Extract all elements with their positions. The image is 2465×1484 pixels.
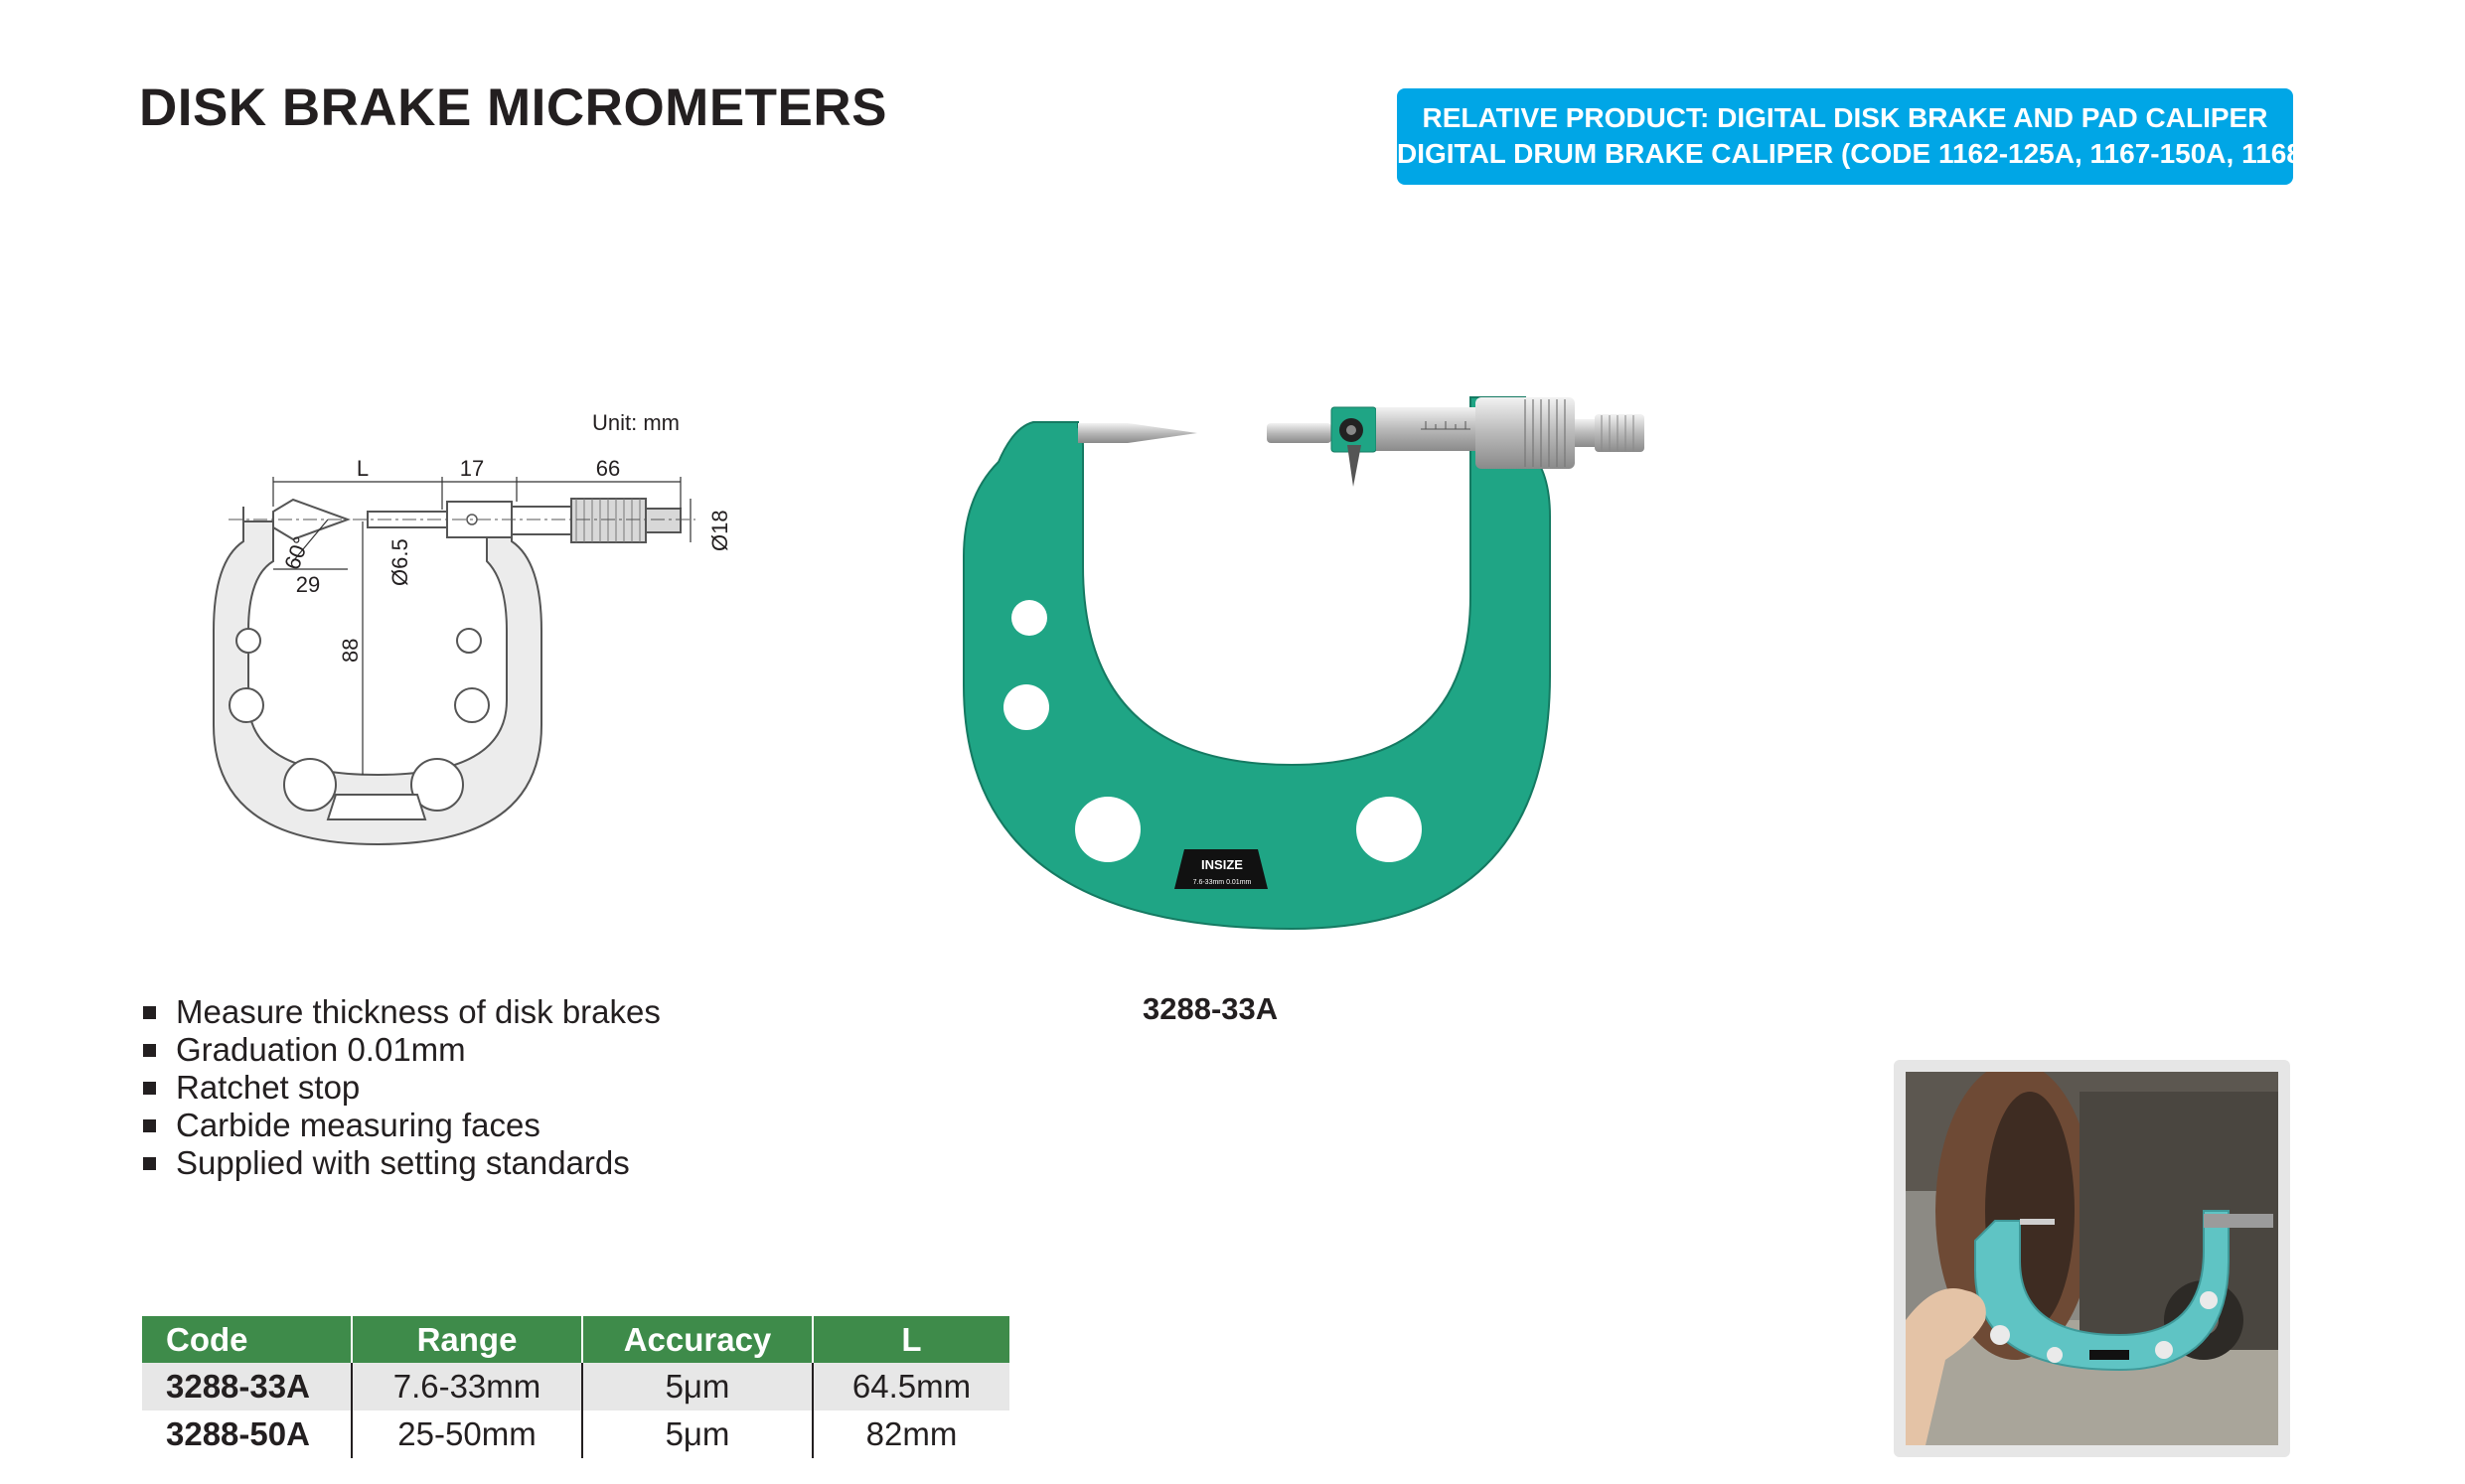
frame-hole: [457, 629, 481, 653]
product-code-caption: 3288-33A: [1143, 991, 1279, 1026]
header-range: Range: [352, 1316, 582, 1363]
header-code: Code: [142, 1316, 352, 1363]
feature-text: Ratchet stop: [176, 1069, 361, 1106]
usage-photo-image: [1906, 1072, 2278, 1445]
spindle: [1267, 423, 1331, 443]
frame-hole: [1375, 687, 1421, 733]
cell-l: 82mm: [813, 1410, 1009, 1458]
technical-drawing: [199, 402, 755, 869]
nameplate-outline: [328, 795, 425, 819]
page-title: DISK BRAKE MICROMETERS: [139, 78, 888, 137]
cell-accuracy: 5μm: [582, 1363, 813, 1410]
anvil: [1078, 423, 1128, 443]
dim-l-label: L: [356, 456, 370, 481]
product-illustration: [954, 387, 1769, 944]
relative-product-line-2: DIGITAL DRUM BRAKE CALIPER (CODE 1162-125A, 1167-150A, 1168-300A): [1397, 138, 2388, 169]
cell-range: 7.6-33mm: [352, 1363, 582, 1410]
relative-product-line-1: RELATIVE PRODUCT: DIGITAL DISK BRAKE AND PAD CALIPER: [1422, 102, 2268, 133]
bullet-icon: [143, 1044, 156, 1057]
barrel: [512, 507, 571, 534]
frame-hole: [455, 688, 489, 722]
feature-item: [139, 993, 661, 1031]
cell-range: 25-50mm: [352, 1410, 582, 1458]
header-accuracy: Accuracy: [582, 1316, 813, 1363]
frame-hole: [1376, 595, 1412, 631]
header-l: L: [813, 1316, 1009, 1363]
lock-lever: [1347, 445, 1361, 487]
feature-list: [139, 993, 661, 1182]
bullet-icon: [143, 1082, 156, 1095]
bullet-icon: [143, 1157, 156, 1170]
plate-range-text: 7.6-33mm 0.01mm: [1192, 879, 1252, 886]
feature-text: Supplied with setting standards: [176, 1144, 630, 1181]
ratchet: [646, 509, 681, 532]
frame-hole: [236, 629, 260, 653]
feature-item: [139, 1031, 661, 1069]
dim-17-label: 17: [459, 456, 485, 481]
dim-66-label: 66: [595, 456, 621, 481]
feature-text: Measure thickness of disk brakes: [176, 993, 661, 1030]
table-row: [142, 1410, 1009, 1458]
spec-table: [142, 1316, 1009, 1458]
anvil-tip: [1128, 423, 1197, 443]
unit-label: Unit: mm: [592, 410, 680, 435]
cell-code: 3288-33A: [142, 1363, 352, 1410]
brand-logo: INSIZE: [1201, 857, 1243, 872]
frame-hole: [230, 688, 263, 722]
cell-accuracy: 5μm: [582, 1410, 813, 1458]
table-row: [142, 1363, 1009, 1410]
cell-code: 3288-50A: [142, 1410, 352, 1458]
frame-hole: [1075, 797, 1141, 862]
cell-l: 64.5mm: [813, 1363, 1009, 1410]
dim-88-label: 88: [338, 638, 363, 663]
frame-hole: [284, 759, 336, 811]
feature-item: [139, 1107, 661, 1144]
dim-d65-label: Ø6.5: [387, 538, 412, 586]
feature-text: Carbide measuring faces: [176, 1107, 540, 1143]
dim-29-label: 29: [295, 572, 321, 597]
feature-text: Graduation 0.01mm: [176, 1031, 466, 1068]
dim-d18-label: Ø18: [707, 510, 732, 551]
usage-photo: [1894, 1060, 2290, 1457]
frame-hole: [1356, 797, 1422, 862]
bullet-icon: [143, 1006, 156, 1019]
spec-header-row: [142, 1316, 1009, 1363]
relative-product-banner: [1397, 88, 2388, 185]
feature-item: [139, 1144, 661, 1182]
feature-item: [139, 1069, 661, 1107]
bullet-icon: [143, 1119, 156, 1132]
ratchet-neck: [1575, 419, 1595, 447]
micrometer-frame: [964, 397, 1550, 929]
dim-60-label: 60°: [279, 532, 315, 573]
frame-hole: [1003, 684, 1049, 730]
frame-hole: [1011, 600, 1047, 636]
